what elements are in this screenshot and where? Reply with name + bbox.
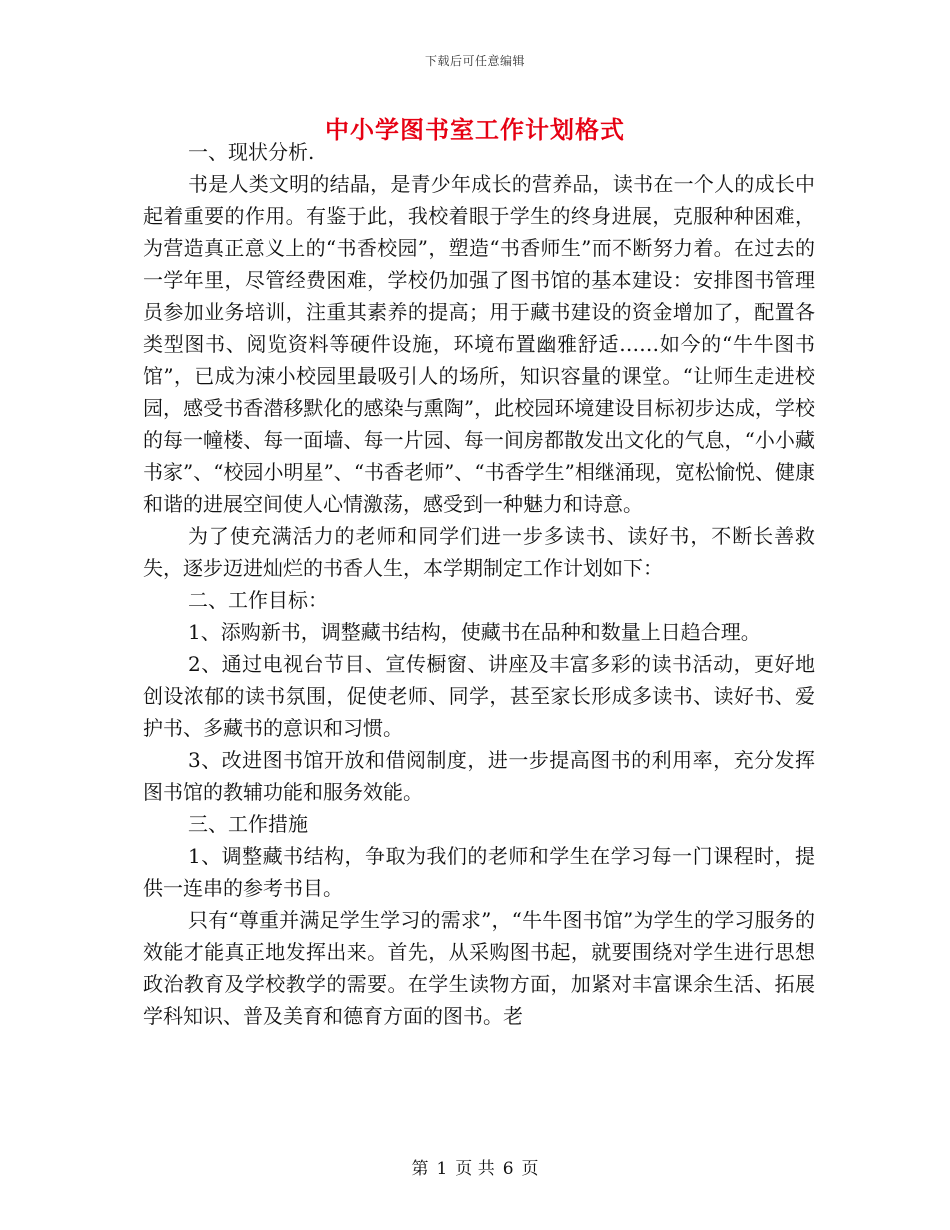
page-number: 1 bbox=[436, 1159, 448, 1179]
section-heading-measures: 三、工作措施 bbox=[188, 812, 308, 836]
goal-item-2: 2、通过电视台节目、宣传橱窗、讲座及丰富多彩的读书活动，更好地创设浓郁的读书氛围，促使老师、同学，甚至家长形成多读书、读好书、爱护书、多藏书的意识和习惯。 bbox=[143, 652, 815, 740]
page-suffix: 页 bbox=[521, 1159, 539, 1179]
page-mid: 页 共 bbox=[455, 1159, 495, 1179]
document-body bbox=[143, 136, 815, 1032]
header-note: 下载后可任意编辑 bbox=[424, 54, 525, 68]
measure-item-1: 1、调整藏书结构，争取为我们的老师和学生在学习每一门课程时，提供一连串的参考书目。 bbox=[143, 844, 815, 900]
paragraph-measure-detail: 只有“尊重并满足学生学习的需求”，“牛牛图书馆”为学生的学习服务的效能才能真正地发挥出来。首先，从采购图书起，就要围绕对学生进行思想政治教育及学校教学的需要。在学生读物方面，加紧对丰富课余生活、拓展学科知识、普及美育和德育方面的图书。老 bbox=[143, 908, 815, 1028]
section-heading-goals: 二、工作目标： bbox=[188, 588, 328, 612]
goal-item-3: 3、改进图书馆开放和借阅制度，进一步提高图书的利用率，充分发挥图书馆的教辅功能和服务效能。 bbox=[143, 748, 815, 804]
paragraph-status-analysis: 书是人类文明的结晶，是青少年成长的营养品，读书在一个人的成长中起着重要的作用。有鉴于此，我校着眼于学生的终身进展，克服种种困难，为营造真正意义上的“书香校园”，塑造“书香师生”而不断努力着。在过去的一学年里，尽管经费困难，学校仍加强了图书馆的基本建设：安排图书管理员参加业务培训，注重其素养的提高；用于藏书建设的资金增加了，配置各类型图书、阅览资料等硬件设施，环境布置幽雅舒适……如今的“牛牛图书馆”，已成为涑小校园里最吸引人的场所，知识容量的课堂。“让师生走进校园，感受书香潜移默化的感染与熏陶”，此校园环境建设目标初步达成，学校的每一幢楼、每一面墙、每一片园、每一间房都散发出文化的气息，“小小藏书家”、“校园小明星”、“书香老师”、“书香学生”相继涌现，宽松愉悦、健康和谐的进展空间使人心情激荡，感受到一种魅力和诗意。 bbox=[143, 172, 815, 516]
page-footer bbox=[0, 1154, 950, 1179]
page-prefix: 第 bbox=[411, 1159, 429, 1179]
section-heading-status: 一、现状分析. bbox=[188, 140, 315, 164]
page-total: 6 bbox=[502, 1159, 514, 1179]
goal-item-1: 1、添购新书，调整藏书结构，使藏书在品种和数量上日趋合理。 bbox=[188, 620, 761, 644]
document-title: 中小学图书室工作计划格式 bbox=[325, 115, 625, 144]
paragraph-plan-intro: 为了使充满活力的老师和同学们进一步多读书、读好书，不断长善救失，逐步迈进灿烂的书香人生，本学期制定工作计划如下： bbox=[143, 524, 815, 580]
